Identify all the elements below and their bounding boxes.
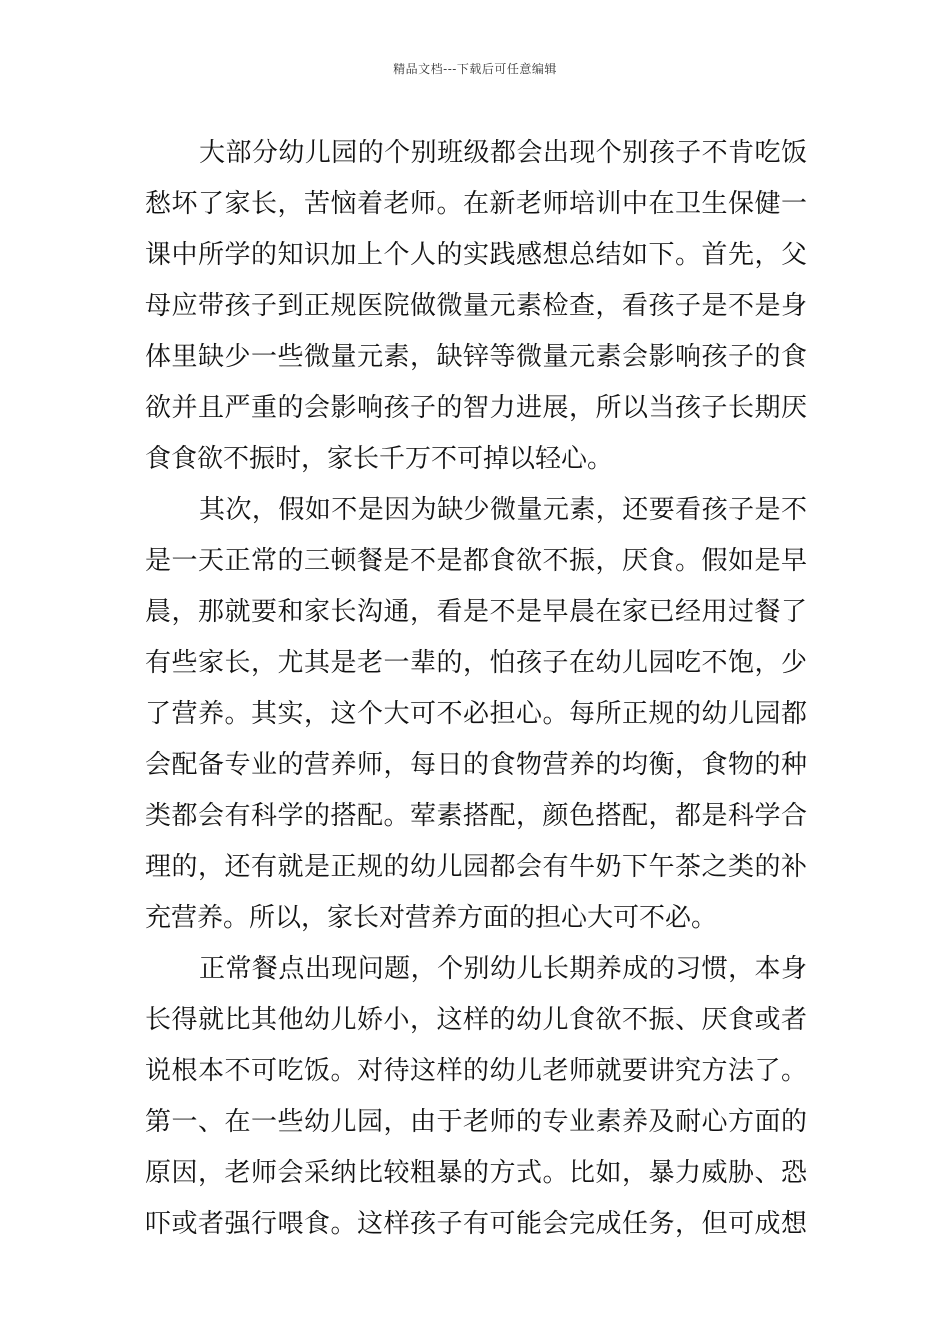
text-line: 大部分幼儿园的个别班级都会出现个别孩子不肯吃饭	[199, 138, 807, 168]
text-line: 愁坏了家长，苦恼着老师。在新老师培训中在卫生保健一	[145, 189, 807, 219]
text-line: 了营养。其实，这个大可不必担心。每所正规的幼儿园都	[145, 699, 807, 729]
text-line: 吓或者强行喂食。这样孩子有可能会完成任务，但可成想	[145, 1209, 807, 1239]
text-line: 有些家长，尤其是老一辈的，怕孩子在幼儿园吃不饱，少	[145, 648, 807, 678]
page-header: 精品文档---下载后可任意编辑	[393, 62, 557, 76]
text-line: 食食欲不振时，家长千万不可掉以轻心。	[145, 444, 614, 474]
document-body	[145, 128, 807, 1250]
text-line: 母应带孩子到正规医院做微量元素检查，看孩子是不是身	[145, 291, 807, 321]
text-line: 类都会有科学的搭配。荤素搭配，颜色搭配，都是科学合	[145, 801, 807, 831]
text-line: 正常餐点出现问题，个别幼儿长期养成的习惯，本身	[199, 954, 807, 984]
text-line: 第一、在一些幼儿园，由于老师的专业素养及耐心方面的	[145, 1107, 807, 1137]
text-line: 课中所学的知识加上个人的实践感想总结如下。首先，父	[145, 240, 807, 270]
text-line: 晨，那就要和家长沟通，看是不是早晨在家已经用过餐了	[145, 597, 807, 627]
text-line: 体里缺少一些微量元素，缺锌等微量元素会影响孩子的食	[145, 342, 807, 372]
text-line: 是一天正常的三顿餐是不是都食欲不振，厌食。假如是早	[145, 546, 807, 576]
text-line: 原因，老师会采纳比较粗暴的方式。比如，暴力威胁、恐	[145, 1158, 807, 1188]
text-line: 会配备专业的营养师，每日的食物营养的均衡，食物的种	[145, 750, 807, 780]
text-line: 长得就比其他幼儿娇小，这样的幼儿食欲不振、厌食或者	[145, 1005, 807, 1035]
text-line: 欲并且严重的会影响孩子的智力进展，所以当孩子长期厌	[145, 393, 807, 423]
text-line: 理的，还有就是正规的幼儿园都会有牛奶下午茶之类的补	[145, 852, 807, 882]
text-line: 其次，假如不是因为缺少微量元素，还要看孩子是不	[199, 495, 807, 525]
text-line: 说根本不可吃饭。对待这样的幼儿老师就要讲究方法了。	[145, 1056, 807, 1086]
text-line: 充营养。所以，家长对营养方面的担心大可不必。	[145, 903, 718, 933]
